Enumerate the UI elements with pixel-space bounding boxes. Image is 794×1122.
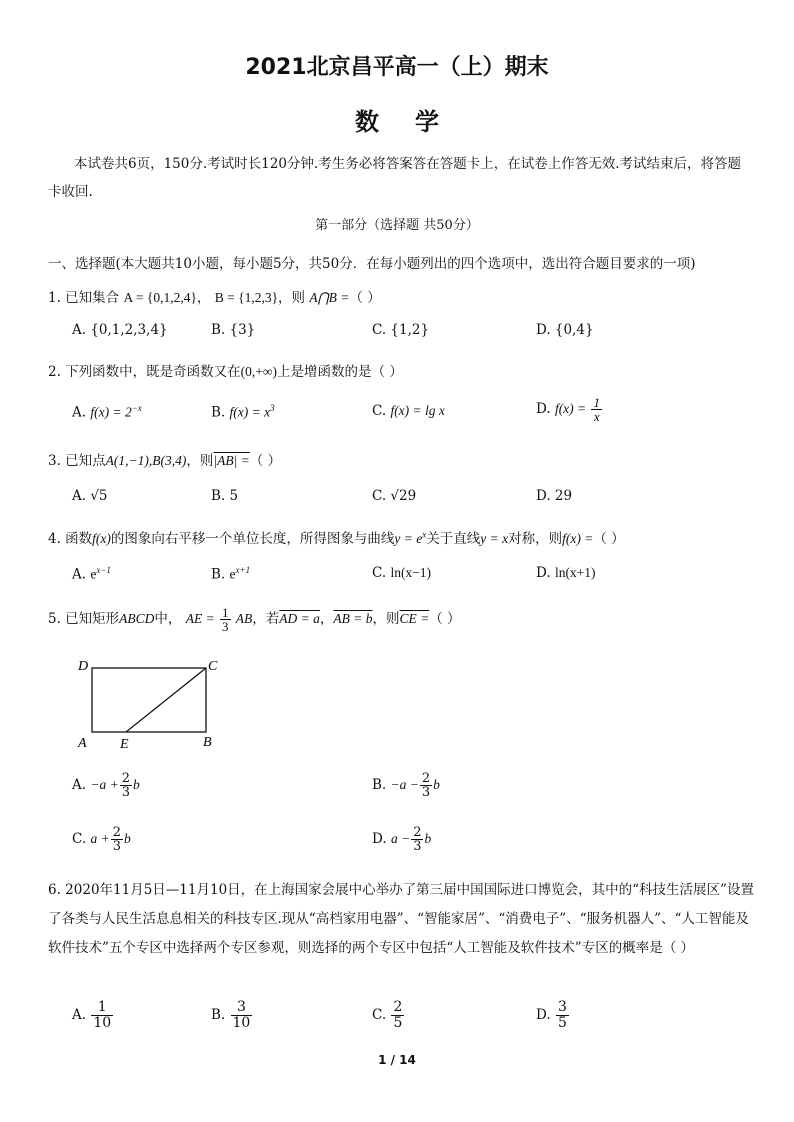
q5-ab2: AB = b [333, 611, 373, 626]
q3-bracket: （ ） [249, 453, 282, 469]
q2-c-expr: f(x) = lg x [390, 403, 445, 418]
q6-a-fraction [91, 1000, 113, 1031]
label-c: C [208, 659, 218, 674]
q2-d-den: x [593, 409, 600, 424]
q5-b-pre: −a − [390, 777, 419, 792]
q2-d-num: 1 [593, 395, 600, 410]
q5-d-post: b [424, 831, 432, 846]
q3-expr: |AB| = [213, 453, 250, 468]
exam-instructions: 本试卷共6页，150分.考试时长120分钟.考生务必将答案答在答题卡上，在试卷上作答无效.考试结束后，将答题卡收回. [48, 156, 741, 200]
q2-b-expr: f(x) = x [229, 404, 271, 420]
q5-d-pre: a − [390, 831, 411, 846]
question-5 [48, 606, 461, 633]
q2-c-label: C. [372, 403, 387, 419]
q5-c-label: C. [72, 831, 87, 847]
label-a: A [78, 736, 87, 751]
q6-option-c [372, 1000, 405, 1031]
part-title: 第一部分（选择题 共50分） [315, 218, 479, 233]
q5-d-num: 2 [413, 825, 422, 840]
q4-b-sup: x+1 [235, 565, 251, 575]
q5-ad: AD = a [279, 611, 320, 626]
q1-option-a: A. {0,1,2,3,4} [72, 322, 168, 338]
q5-a-fraction [120, 772, 132, 799]
rectangle-abcd [92, 668, 206, 732]
q5-c-post: b [123, 831, 131, 846]
q4-option-b [211, 565, 250, 583]
q6-c-den: 5 [393, 1015, 403, 1031]
q5-option-b [372, 772, 440, 799]
q6-b-fraction [231, 1000, 253, 1031]
label-e: E [120, 737, 129, 752]
q4-d-expr: ln(x+1) [554, 565, 596, 580]
q2-a-expr: f(x) = 2 [90, 404, 132, 420]
q5-rect: ABCD [119, 611, 155, 626]
q5-b-label: B. [372, 777, 387, 793]
q6-c-num: 2 [393, 999, 403, 1015]
q6-a-num: 1 [91, 1000, 113, 1016]
q2-option-b [211, 403, 275, 421]
q4-bracket: （ ） [593, 531, 625, 547]
q4-fx: f(x) [92, 531, 111, 546]
q4-curve: y = e [394, 531, 423, 546]
q1-option-b: B. {3} [211, 322, 256, 338]
q5-text: 5. 已知矩形 [48, 611, 120, 627]
q5-option-a [72, 772, 140, 799]
q4-option-d [536, 565, 596, 581]
q2-text2: 上是增函数的是（ ） [277, 364, 403, 380]
q6-option-b [211, 1000, 253, 1031]
q2-option-d [536, 396, 603, 423]
q5-a-post: b [132, 777, 140, 792]
page-number: 1 / 14 [378, 1053, 416, 1067]
q5-a-pre: −a + [90, 777, 119, 792]
q6-b-den: 10 [232, 1015, 251, 1031]
q2-option-a [72, 403, 142, 421]
label-b: B [203, 735, 212, 750]
q6-a-label: A. [72, 1007, 87, 1023]
q5-d-fraction [411, 826, 423, 853]
q4-text3: 关于直线 [426, 531, 481, 547]
q4-option-c [372, 565, 431, 581]
q2-d-expr: f(x) = [554, 401, 587, 416]
rectangle-figure [70, 654, 230, 754]
question-6: 6. 2020年11月5日—11月10日，在上海国家会展中心举办了第三届中国国际进口博览会，其中的“科技生活展区”设置了各类与人民生活息息相关的科技专区.现从“高档家用电器”、“智能家居”、“消费电子”、“服务机器人”、“人工智能及软件技术”五个专区中选择两个专区参观，则选择的两个专区中包括“人工智能及软件技术”专区的概率是（ ） [48, 882, 754, 956]
section-title: 一、选择题(本大题共10小题，每小题5分，共50分．在每小题列出的四个选项中，选出符合题目要求的一项) [48, 256, 696, 272]
q1-bracket: （ ） [349, 290, 381, 306]
q2-d-label: D. [536, 401, 551, 417]
q4-d-label: D. [536, 565, 551, 581]
q2-a-label: A. [72, 404, 87, 421]
q2-b-sup: 3 [270, 403, 275, 413]
question-2 [48, 360, 403, 380]
q5-text3: ，若 [252, 611, 280, 627]
q6-option-d [536, 1000, 570, 1031]
q4-c-label: C. [372, 565, 387, 581]
q3-points: A(1,−1),B(3,4) [105, 453, 187, 468]
q5-c-num: 2 [112, 825, 121, 840]
q1-set-a: A = {0,1,2,4} [123, 290, 197, 305]
q3-text: 3. 已知点 [48, 453, 106, 469]
q5-ab: AB [235, 611, 253, 626]
q2-d-fraction [591, 396, 602, 423]
q4-a-sup: x−1 [96, 565, 111, 575]
q5-b-fraction [420, 772, 432, 799]
q5-a-num: 2 [121, 771, 130, 786]
q5-ce: CE = [399, 611, 430, 626]
page-title: 2021北京昌平高一（上）期末 [245, 55, 549, 80]
q3-option-a: A. √5 [72, 488, 108, 504]
q5-c-den: 3 [112, 839, 121, 854]
q3-option-b: B. 5 [211, 488, 239, 504]
q5-text2: 中， [154, 611, 182, 627]
q4-a-label: A. [72, 566, 87, 583]
q6-c-fraction [391, 1000, 404, 1031]
q5-b-num: 2 [421, 771, 431, 786]
q6-option-a [72, 1000, 114, 1031]
q2-b-label: B. [211, 404, 226, 421]
q4-ask: f(x) = [562, 531, 594, 546]
q5-a-label: A. [72, 777, 87, 793]
q1-set-b: B = {1,2,3} [214, 290, 279, 305]
q5-a-den: 3 [121, 785, 130, 800]
q6-d-num: 3 [557, 999, 567, 1015]
q3-option-c: C. √29 [372, 488, 417, 504]
q4-text2: 的图象向右平移一个单位长度，所得图象与曲线 [110, 531, 395, 547]
q6-d-fraction [556, 1000, 569, 1031]
q4-b-expr: e [229, 566, 236, 582]
q2-a-sup: −x [131, 403, 142, 413]
q6-d-den: 5 [557, 1015, 567, 1031]
q1-sep: ， [196, 290, 211, 306]
q6-c-label: C. [372, 1007, 387, 1023]
q4-option-a [72, 565, 111, 583]
q5-ae: AE = [185, 611, 215, 626]
q1-expr: A⋂B = [309, 290, 350, 305]
question-4 [48, 527, 625, 547]
q5-option-c [72, 826, 131, 853]
q2-text: 2. 下列函数中，既是奇函数又在 [48, 364, 241, 380]
q5-fraction [220, 606, 231, 633]
q5-bracket: （ ） [429, 611, 461, 627]
q4-line: y = x [480, 531, 509, 546]
subject-title: 数学 [355, 108, 475, 136]
q5-b-post: b [433, 777, 440, 792]
q1-ask: ，则 [278, 290, 306, 306]
q4-b-label: B. [211, 566, 226, 583]
q3-text2: ，则 [186, 453, 214, 469]
q5-c-pre: a + [90, 831, 110, 846]
question-1 [48, 286, 381, 306]
segment-ce [126, 668, 206, 732]
q4-curve-sup: x [422, 529, 427, 540]
q4-text4: 对称，则 [508, 531, 563, 547]
q4-c-expr: ln(x−1) [390, 565, 432, 580]
q1-option-d: D. {0,4} [536, 322, 594, 338]
q4-a-expr: e [90, 566, 97, 582]
q5-c-fraction [111, 826, 123, 853]
q6-a-den: 10 [93, 1015, 112, 1031]
q5-d-label: D. [372, 831, 387, 847]
q5-num: 1 [222, 605, 229, 620]
q2-option-c [372, 403, 445, 419]
q4-text: 4. 函数 [48, 531, 93, 547]
q6-d-label: D. [536, 1007, 551, 1023]
q5-option-d [372, 826, 431, 853]
q5-b-den: 3 [421, 785, 431, 800]
label-d: D [78, 659, 89, 674]
q3-option-d: D. 29 [536, 488, 573, 504]
q2-interval: (0,+∞) [240, 364, 278, 379]
q5-text4: ，则 [372, 611, 400, 627]
q5-den: 3 [222, 619, 229, 634]
q1-option-c: C. {1,2} [372, 322, 430, 338]
q6-b-label: B. [211, 1007, 226, 1023]
q5-d-den: 3 [413, 839, 422, 854]
q1-prefix: 1. 已知集合 [48, 290, 120, 306]
question-3 [48, 449, 281, 469]
q6-b-num: 3 [231, 1000, 253, 1016]
q5-sep: ， [319, 611, 334, 627]
